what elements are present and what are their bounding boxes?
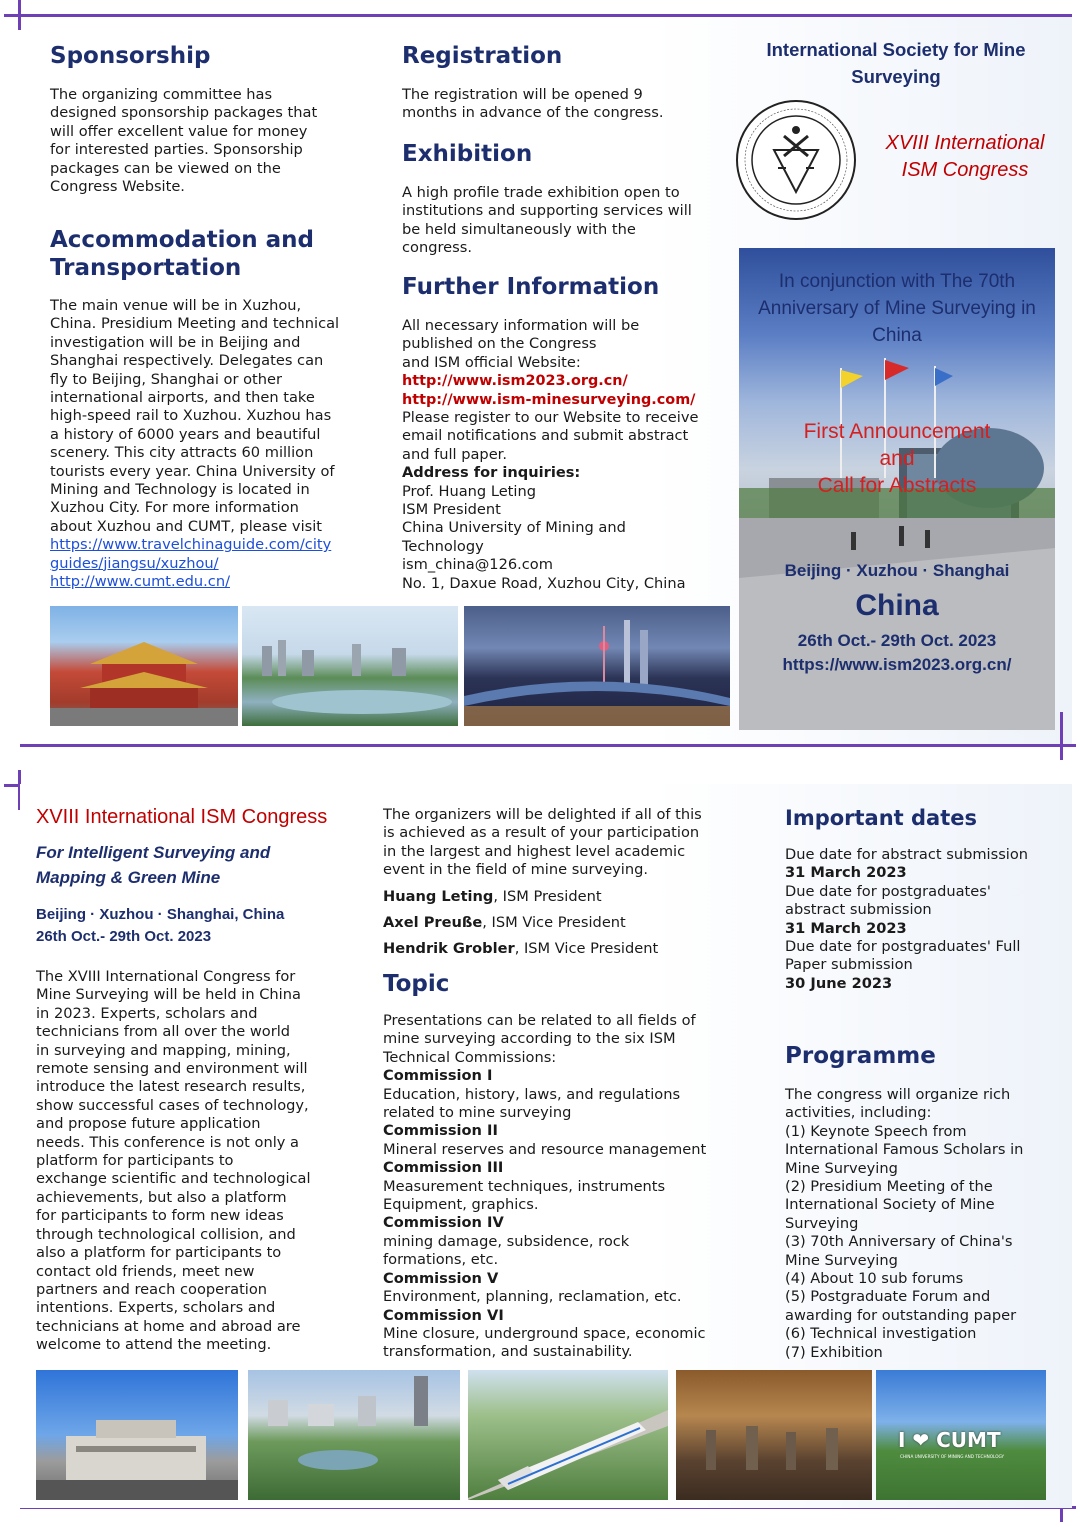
commission-desc: Measurement techniques, instruments (383, 1177, 666, 1195)
society-line: International Society for Mine (766, 39, 1026, 60)
frame-line (4, 14, 1072, 17)
text-line: through technological collision, and (36, 1225, 296, 1243)
announce-line: and (879, 447, 915, 470)
theme-line: Mapping & Green Mine (36, 868, 221, 887)
high-speed-rail-photo (468, 1370, 668, 1500)
announce-line: First Announcement (803, 420, 991, 443)
forbidden-city-photo (50, 606, 238, 726)
ism-seal-logo (734, 98, 858, 222)
top-panel (20, 14, 1072, 744)
further-info-text (402, 317, 737, 593)
text-line: for interested parties. Sponsorship (50, 141, 303, 159)
text-line: Mine Surveying (785, 1251, 898, 1269)
text-line: China. Presidium Meeting and technical (50, 315, 340, 333)
text-line: (7) Exhibition (785, 1343, 883, 1361)
date-value: 31 March 2023 (785, 919, 907, 937)
text-line: investigation will be in Beijing and (50, 333, 301, 351)
text-line: designed sponsorship packages that (50, 104, 318, 122)
text-line: mine surveying according to the six ISM (383, 1030, 676, 1048)
text-line: be held simultaneously with the (402, 220, 636, 238)
frame-line (20, 744, 1076, 747)
exhibition-section (402, 140, 732, 258)
address-line: Technology (402, 537, 484, 555)
date-value: 30 June 2023 (785, 974, 893, 992)
organizers-section (383, 806, 733, 959)
text-line: in surveying and mapping, mining, (36, 1041, 291, 1059)
organizers-text (383, 806, 733, 880)
date-label: Paper submission (785, 956, 913, 974)
programme-list (785, 1086, 1070, 1362)
frame-line (1060, 712, 1063, 760)
important-dates-section (785, 804, 1065, 993)
text-line: email notifications and submit abstract (402, 427, 689, 445)
society-line: Surveying (851, 66, 941, 87)
date-label: abstract submission (785, 901, 932, 919)
text-line: The organizing committee has (50, 86, 273, 103)
commission-name: Commission IV (383, 1214, 504, 1232)
text-line: activities, including: (785, 1104, 932, 1122)
xuzhou-lake-photo (242, 606, 458, 726)
registration-title: Registration (402, 43, 563, 69)
commission-desc: mining damage, subsidence, rock (383, 1232, 630, 1250)
accommodation-text (50, 297, 380, 592)
text-line: The congress will organize rich (785, 1086, 1011, 1103)
congress-dates: 26th Oct.- 29th Oct. 2023 (36, 928, 212, 945)
text-line: The organizers will be delighted if all of this (383, 806, 702, 823)
conj-line: Anniversary of Mine Surveying in (758, 298, 1036, 319)
text-line: event in the field of mine surveying. (383, 861, 649, 879)
conj-line: China (872, 325, 922, 346)
topic-section (383, 970, 733, 1362)
signatory-role: , ISM Vice President (514, 940, 659, 958)
signature-1 (383, 888, 733, 906)
conjunction-text (739, 268, 1055, 349)
date-label: Due date for abstract submission (785, 846, 1029, 863)
commission-name: Commission III (383, 1159, 504, 1177)
topic-title: Topic (383, 971, 450, 997)
title-line: Transportation (50, 255, 242, 281)
text-line: in 2023. Experts, scholars and (36, 1004, 258, 1022)
announcement-text (739, 418, 1055, 499)
signature-3 (383, 940, 733, 958)
text-line: International Society of Mine (785, 1196, 995, 1214)
commission-name: Commission VI (383, 1306, 504, 1324)
commission-name: Commission I (383, 1067, 493, 1085)
address-line: China University of Mining and (402, 519, 626, 537)
text-line: platform for participants to (36, 1152, 234, 1170)
congress-name-red (870, 130, 1060, 184)
sponsorship-text (50, 86, 370, 196)
text-line: All necessary information will be (402, 317, 640, 334)
further-info-section (402, 273, 737, 593)
exhibition-text (402, 184, 732, 258)
text-line: contact old friends, meet new (36, 1262, 255, 1280)
text-line: awarding for outstanding paper (785, 1306, 1017, 1324)
congress-intro-section (36, 804, 376, 1355)
text-line: tourists every year. China University of (50, 462, 335, 480)
text-line: (2) Presidium Meeting of the (785, 1178, 993, 1196)
text-line: intentions. Experts, scholars and (36, 1299, 276, 1317)
address-label: Address for inquiries: (402, 464, 581, 482)
congress-title: XVIII International ISM Congress (36, 806, 328, 828)
address-line: ISM President (402, 501, 501, 519)
congress-line: XVIII International (885, 132, 1045, 154)
text-line: The XVIII International Congress for (36, 968, 296, 985)
text-line: published on the Congress (402, 335, 597, 353)
text-line: remote sensing and environment will (36, 1060, 308, 1078)
important-dates-title: Important dates (785, 806, 978, 830)
conj-line: In conjunction with The 70th (778, 271, 1016, 292)
signatory-name: Axel Preuße (383, 914, 483, 932)
text-line: about Xuzhou and CUMT, please visit (50, 517, 323, 535)
commission-desc: Environment, planning, reclamation, etc. (383, 1288, 682, 1306)
cover-cities: Beijing · Xuzhou · Shanghai (784, 561, 1010, 580)
text-line: Mine Surveying (785, 1159, 898, 1177)
accommodation-section (50, 226, 380, 592)
link-line[interactable]: guides/jiangsu/xuzhou/ (50, 554, 219, 572)
registration-section (402, 42, 732, 123)
congress-description (36, 968, 376, 1355)
text-line: Mine Surveying will be held in China (36, 986, 301, 1004)
ism2023-link[interactable]: http://www.ism2023.org.cn/ (402, 373, 628, 390)
commission-desc: Equipment, graphics. (383, 1196, 539, 1214)
commission-desc: Mine closure, underground space, economic (383, 1324, 706, 1342)
title-line: Accommodation and (50, 227, 315, 253)
commission-name: Commission II (383, 1122, 498, 1140)
dates-list (785, 846, 1065, 993)
text-line: packages can be viewed on the (50, 159, 281, 177)
text-line: Surveying (785, 1214, 859, 1232)
text-line: The registration will be opened 9 (402, 86, 643, 103)
signatory-role: , ISM Vice President (482, 914, 626, 932)
programme-section (785, 1042, 1070, 1362)
commission-desc: Education, history, laws, and regulations (383, 1085, 681, 1103)
commission-desc: formations, etc. (383, 1251, 499, 1269)
text-line: Mining and Technology is located in (50, 481, 310, 499)
text-line: Presentations can be related to all fields of (383, 1012, 696, 1029)
link-line[interactable]: https://www.travelchinaguide.com/city (50, 536, 332, 554)
text-line: International Famous Scholars in (785, 1141, 1024, 1159)
text-line: and propose future application (36, 1115, 261, 1133)
text-line: for participants to form new ideas (36, 1207, 284, 1225)
text-line: and ISM official Website: (402, 353, 581, 371)
cover-image (739, 248, 1055, 730)
museum-statues-photo (676, 1370, 872, 1500)
text-line: Shanghai respectively. Delegates can (50, 352, 324, 370)
text-line: high-speed rail to Xuzhou. Xuzhou has (50, 407, 332, 425)
date-value: 31 March 2023 (785, 864, 907, 882)
text-line: welcome to attend the meeting. (36, 1336, 272, 1354)
text-line: A high profile trade exhibition open to (402, 184, 680, 201)
commission-desc: transformation, and sustainability. (383, 1343, 633, 1361)
text-line: (6) Technical investigation (785, 1325, 977, 1343)
text-line: exchange scientific and technological (36, 1170, 311, 1188)
text-line: partners and reach cooperation (36, 1280, 268, 1298)
ism-minesurveying-link[interactable]: http://www.ism-minesurveying.com/ (402, 391, 696, 408)
text-line: institutions and supporting services will (402, 202, 692, 220)
text-line: technicians from all over the world (36, 1023, 291, 1041)
accommodation-title (50, 226, 380, 282)
cumt-campus-photo (876, 1370, 1046, 1500)
sponsorship-section (50, 42, 370, 196)
cumt-sign-subtitle: CHINA UNIVERSITY OF MINING AND TECHNOLOGY (900, 1454, 1005, 1459)
cumt-sign: I ❤ CUMT (898, 1428, 1001, 1452)
signature-2 (383, 914, 733, 932)
cover-dates: 26th Oct.- 29th Oct. 2023 (797, 631, 997, 650)
text-line: (1) Keynote Speech from (785, 1122, 967, 1140)
text-line: needs. This conference is not only a (36, 1133, 299, 1151)
further-info-title: Further Information (402, 274, 660, 300)
signatory-name: Hendrik Grobler (383, 940, 515, 958)
text-line: Please register to our Website to receive (402, 409, 699, 427)
text-line: Congress Website. (50, 178, 185, 196)
text-line: (4) About 10 sub forums (785, 1270, 964, 1288)
text-line: is achieved as a result of your participation (383, 824, 700, 842)
text-line: show successful cases of technology, (36, 1096, 309, 1114)
text-line: introduce the latest research results, (36, 1078, 306, 1096)
bottom-panel (20, 784, 1072, 1508)
city-park-photo (248, 1370, 460, 1500)
theme-line: For Intelligent Surveying and (36, 843, 271, 862)
commission-name: Commission V (383, 1269, 499, 1287)
date-label: Due date for postgraduates' (785, 882, 991, 900)
text-line: months in advance of the congress. (402, 104, 664, 122)
university-gate-photo (36, 1370, 238, 1500)
date-label: Due date for postgraduates' Full (785, 938, 1021, 956)
commission-desc: related to mine surveying (383, 1104, 572, 1122)
text-line: Technical Commissions: (383, 1048, 557, 1066)
text-line: technicians at home and abroad are (36, 1317, 301, 1335)
signatory-role: , ISM President (493, 887, 602, 905)
shanghai-night-photo (464, 606, 730, 726)
topic-text (383, 1012, 733, 1362)
text-line: also a platform for participants to (36, 1244, 282, 1262)
text-line: (5) Postgraduate Forum and (785, 1288, 991, 1306)
text-line: international airports, and then take (50, 389, 315, 407)
announce-line: Call for Abstracts (817, 474, 977, 497)
text-line: a history of 6000 years and beautiful (50, 425, 321, 443)
programme-title: Programme (785, 1043, 936, 1069)
text-line: congress. (402, 239, 472, 257)
address-line: No. 1, Daxue Road, Xuzhou City, China (402, 574, 686, 592)
text-line: (3) 70th Anniversary of China's (785, 1233, 1013, 1251)
commission-desc: Mineral reserves and resource management (383, 1140, 707, 1158)
travelchinaguide-link[interactable] (50, 536, 380, 573)
text-line: The main venue will be in Xuzhou, (50, 297, 302, 314)
text-line: achievements, but also a platform (36, 1188, 287, 1206)
text-line: scenery. This city attracts 60 million (50, 444, 314, 462)
text-line: in the largest and highest level academic (383, 842, 686, 860)
text-line: fly to Beijing, Shanghai or other (50, 370, 283, 388)
sponsorship-title: Sponsorship (50, 43, 211, 69)
address-line: Prof. Huang Leting (402, 482, 536, 500)
cover-url[interactable]: https://www.ism2023.org.cn/ (782, 655, 1012, 674)
registration-text (402, 86, 732, 123)
congress-line: ISM Congress (901, 159, 1029, 181)
email-address[interactable]: ism_china@126.com (402, 556, 553, 574)
congress-theme (36, 840, 376, 890)
cover-country: China (855, 589, 939, 622)
text-line: will offer excellent value for money (50, 122, 308, 140)
congress-cities: Beijing · Xuzhou · Shanghai, China (36, 906, 285, 923)
signatory-name: Huang Leting (383, 887, 494, 905)
society-name (736, 36, 1056, 90)
text-line: and full paper. (402, 445, 507, 463)
cumt-link[interactable]: http://www.cumt.edu.cn/ (50, 573, 230, 591)
text-line: Xuzhou City. For more information (50, 499, 299, 517)
exhibition-title: Exhibition (402, 141, 533, 167)
